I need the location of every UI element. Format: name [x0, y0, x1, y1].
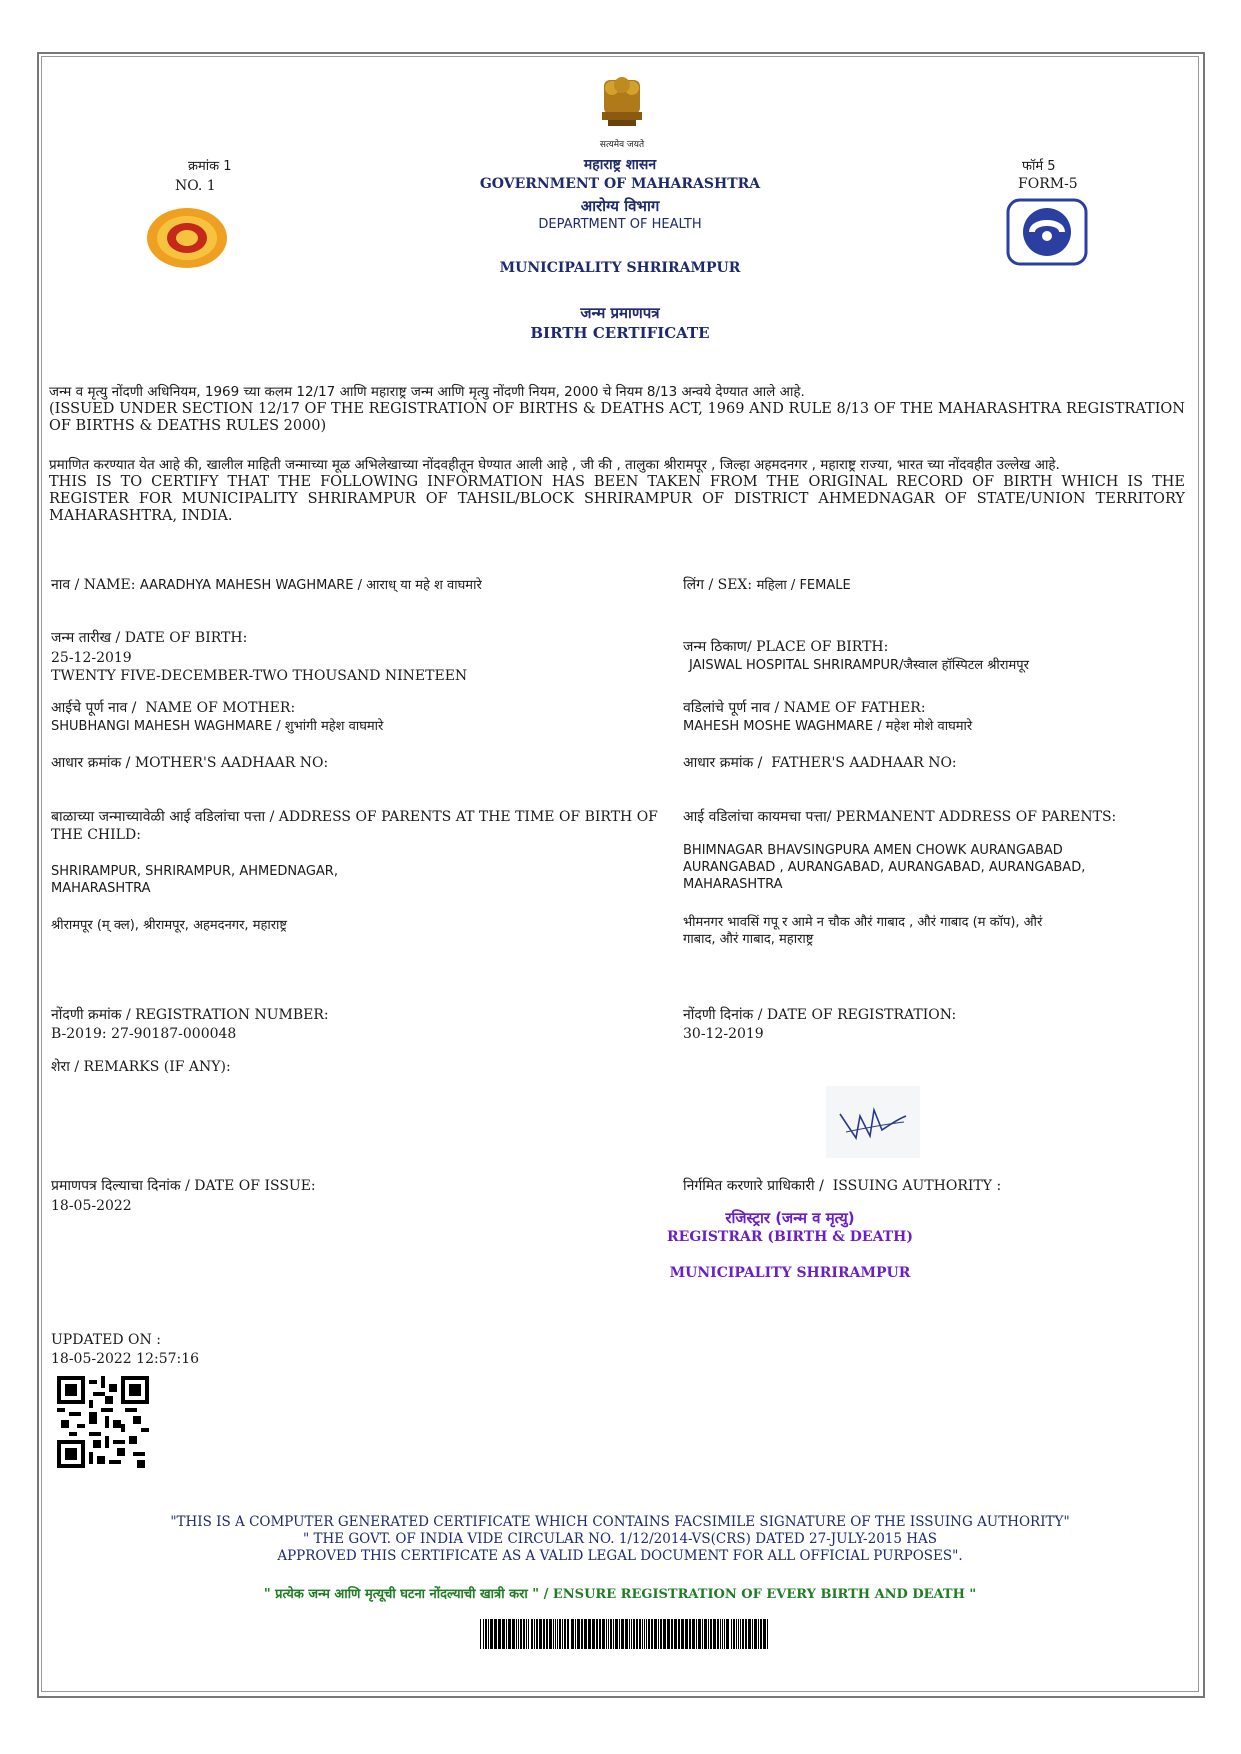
- name-value: AARADHYA MAHESH WAGHMARE / आराध्‌ या महे श वाघमारे: [139, 578, 482, 593]
- registration-number-label: [51, 1006, 329, 1024]
- barcode-bar: [575, 1619, 576, 1649]
- barcode-bar: [678, 1619, 680, 1649]
- pob-label-en: / PLACE OF BIRTH:: [746, 639, 889, 655]
- mother-aadhaar-label: [51, 754, 328, 772]
- barcode-bar: [696, 1619, 697, 1649]
- legal-basis-mr: जन्म व मृत्यु नोंदणी अधिनियम, 1969 च्या कलम 12/17 आणि महाराष्ट्र जन्म आणि मृत्यु नोंदणी नियम, 2000 चे नियम 8/13 अन्वये देण्यात आले आहे.: [49, 384, 805, 400]
- barcode-bar: [508, 1619, 511, 1649]
- barcode-bar: [588, 1619, 591, 1649]
- birth-address-label-en: / ADDRESS OF PARENTS AT THE TIME OF BIRTH OF THE CHILD:: [51, 809, 658, 843]
- barcode-bar: [685, 1619, 688, 1649]
- barcode-bar: [539, 1619, 542, 1649]
- barcode-bar: [498, 1619, 501, 1649]
- dob-value: 25-12-2019: [51, 650, 132, 666]
- maharashtra-seal-icon: [144, 206, 230, 270]
- national-emblem-icon: [590, 74, 654, 134]
- barcode-bar: [708, 1619, 709, 1649]
- barcode-bar: [681, 1619, 684, 1649]
- barcode-bar: [754, 1619, 757, 1649]
- footer-slogan-mr: " प्रत्येक जन्म आणि मृत्यूची घटना नोंदल्याची खात्री करा " /: [263, 1587, 549, 1602]
- certify-mr: प्रमाणित करण्यात येत आहे की, खालील माहिती जन्माच्या मूळ अभिलेखाच्या नोंदवहीतून घेण्यात आली आहे , जी की , तालुका श्रीरामपूर , जिल्हा अहमदनगर , महाराष्ट्र राज्या, भारत च्या नोंदवहीत उल्लेख आहे.: [49, 457, 1060, 473]
- registrar-signature: [826, 1086, 920, 1158]
- name-row: [51, 576, 482, 594]
- barcode-bar: [543, 1619, 545, 1649]
- issuing-authority-label-mr: निर्गमित करणारे प्राधिकारी /: [683, 1178, 824, 1194]
- barcode-bar: [654, 1619, 657, 1649]
- barcode-bar: [633, 1619, 635, 1649]
- barcode-bar: [536, 1619, 538, 1649]
- barcode-bar: [736, 1619, 737, 1649]
- issue-date-label: [51, 1177, 316, 1195]
- father-aadhaar-label: [683, 754, 957, 772]
- dob-label-mr: जन्म तारीख: [51, 630, 112, 646]
- footer-line-3: APPROVED THIS CERTIFICATE AS A VALID LEGAL DOCUMENT FOR ALL OFFICIAL PURPOSES".: [277, 1548, 963, 1564]
- barcode-bar: [767, 1619, 768, 1649]
- sex-row: [683, 576, 851, 594]
- mother-label: [51, 699, 295, 717]
- barcode-bar: [516, 1619, 517, 1649]
- qr-code-icon[interactable]: [57, 1376, 149, 1468]
- birth-address-en: SHRIRAMPUR, SHRIRAMPUR, AHMEDNAGAR, MAHARASHTRA: [51, 864, 338, 896]
- barcode-bar: [494, 1619, 497, 1649]
- barcode-bar: [710, 1619, 712, 1649]
- barcode-bar: [733, 1619, 735, 1649]
- registration-date-label: [683, 1006, 956, 1024]
- barcode-bar: [726, 1619, 729, 1649]
- mother-aadhaar-mr: आधार क्रमांक /: [51, 755, 131, 771]
- birth-address-label: [51, 808, 671, 844]
- barcode-bar: [731, 1619, 732, 1649]
- barcode-bar: [526, 1619, 527, 1649]
- sex-value: महिला / FEMALE: [756, 578, 851, 593]
- footer-line-2: " THE GOVT. OF INDIA VIDE CIRCULAR NO. 1/12/2014-VS(CRS) DATED 27-JULY-2015 HAS: [302, 1531, 938, 1547]
- barcode-bar: [648, 1619, 650, 1649]
- barcode-bar: [581, 1619, 583, 1649]
- barcode-icon: [480, 1619, 770, 1649]
- barcode-bar: [608, 1619, 609, 1649]
- barcode-bar: [592, 1619, 595, 1649]
- barcode-bar: [534, 1619, 535, 1649]
- barcode-bar: [742, 1619, 744, 1649]
- certify-en: THIS IS TO CERTIFY THAT THE FOLLOWING INFORMATION HAS BEEN TAKEN FROM THE ORIGINAL RECORD OF BIRTH WHICH IS THE REGISTER FOR MUNICIPALITY SHRIRAMPUR OF TAHSIL/BLOCK SHRIRAMPUR OF DISTRICT AHMEDNAGAR OF STATE/UNION TERRITORY MAHARASHTRA, INDIA.: [49, 474, 1185, 524]
- barcode-bar: [752, 1619, 753, 1649]
- registration-number-label-en: / REGISTRATION NUMBER:: [125, 1007, 329, 1023]
- father-label-mr: वडिलांचे पूर्ण नाव: [683, 700, 771, 716]
- mother-aadhaar-en: MOTHER'S AADHAAR NO:: [134, 755, 329, 771]
- issuing-authority-label: [683, 1177, 1001, 1195]
- barcode-bar: [567, 1619, 569, 1649]
- certificate-title-en: BIRTH CERTIFICATE: [530, 324, 710, 342]
- barcode-bar: [523, 1619, 525, 1649]
- mother-label-en: NAME OF MOTHER:: [145, 700, 296, 716]
- barcode-bar: [571, 1619, 574, 1649]
- barcode-bar: [639, 1619, 641, 1649]
- barcode-bar: [512, 1619, 515, 1649]
- dept-title-mr: आरोग्य विभाग: [580, 197, 660, 215]
- barcode-bar: [506, 1619, 507, 1649]
- barcode-bar: [483, 1619, 484, 1649]
- barcode-bar: [760, 1619, 762, 1649]
- barcode-bar: [621, 1619, 624, 1649]
- barcode-bar: [702, 1619, 703, 1649]
- barcode-bar: [480, 1619, 481, 1649]
- barcode-bar: [748, 1619, 751, 1649]
- registrar-title-mr: रजिस्ट्रार (जन्म व मृत्यु): [725, 1209, 855, 1227]
- registration-date-value: 30-12-2019: [683, 1026, 764, 1042]
- issuing-authority-label-en: ISSUING AUTHORITY :: [832, 1178, 1002, 1194]
- barcode-bar: [722, 1619, 723, 1649]
- registrar-title-en: REGISTRAR (BIRTH & DEATH): [667, 1229, 913, 1245]
- certify-paragraph: [49, 457, 1185, 525]
- barcode-bar: [584, 1619, 587, 1649]
- barcode-bar: [745, 1619, 747, 1649]
- father-value: MAHESH MOSHE WAGHMARE / महेश मोशे वाघमारे: [683, 719, 973, 734]
- permanent-address-label-mr: आई वडिलांचा कायमचा पत्ता: [683, 809, 827, 825]
- barcode-bar: [724, 1619, 725, 1649]
- barcode-bar: [549, 1619, 552, 1649]
- permanent-address-label: [683, 808, 1116, 826]
- dob-label-en: / DATE OF BIRTH:: [115, 630, 248, 646]
- crs-logo-icon: [1006, 198, 1088, 266]
- certificate-title-mr: जन्म प्रमाणपत्र: [580, 304, 660, 322]
- barcode-bar: [553, 1619, 554, 1649]
- footer-line-1: "THIS IS A COMPUTER GENERATED CERTIFICATE WHICH CONTAINS FACSIMILE SIGNATURE OF THE ISSUING AUTHORITY": [170, 1514, 1070, 1530]
- barcode-bar: [660, 1619, 662, 1649]
- registration-number-label-mr: नोंदणी क्रमांक: [51, 1007, 122, 1023]
- footer-slogan-en: ENSURE REGISTRATION OF EVERY BIRTH AND DEATH ": [552, 1587, 977, 1602]
- barcode-bar: [518, 1619, 519, 1649]
- barcode-bar: [625, 1619, 628, 1649]
- barcode-bar: [692, 1619, 695, 1649]
- barcode-bar: [564, 1619, 566, 1649]
- dept-title-en: DEPARTMENT OF HEALTH: [538, 217, 702, 232]
- barcode-bar: [557, 1619, 558, 1649]
- form-number-mr: फॉर्म 5: [1022, 159, 1056, 174]
- name-label-en: / NAME:: [74, 577, 136, 593]
- municipality-heading: MUNICIPALITY SHRIRAMPUR: [499, 260, 741, 276]
- remarks-label-en: / REMARKS (IF ANY):: [74, 1059, 231, 1075]
- barcode-bar: [720, 1619, 721, 1649]
- dob-words: TWENTY FIVE-DECEMBER-TWO THOUSAND NINETEEN: [51, 668, 468, 684]
- registration-date-label-mr: नोंदणी दिनांक: [683, 1007, 754, 1023]
- barcode-bar: [717, 1619, 719, 1649]
- barcode-bar: [615, 1619, 618, 1649]
- issue-date-value: 18-05-2022: [51, 1198, 132, 1214]
- mother-label-mr: आईचे पूर्ण नाव /: [51, 700, 137, 716]
- number-mr: क्रमांक 1: [188, 159, 232, 174]
- barcode-bar: [599, 1619, 601, 1649]
- barcode-bar: [629, 1619, 630, 1649]
- barcode-bar: [619, 1619, 620, 1649]
- govt-title-en: GOVERNMENT OF MAHARASHTRA: [479, 176, 761, 192]
- barcode-bar: [738, 1619, 739, 1649]
- registration-number-value: B-2019: 27-90187-000048: [51, 1026, 237, 1042]
- barcode-bar: [577, 1619, 580, 1649]
- permanent-address-mr: भीमनगर भावसिं गपू र आमे न चौक औरं गाबाद , औरं गाबाद (म कॉप), औरं गाबाद, औरं गाबाद, महाराष्ट्र: [683, 915, 1043, 947]
- registration-date-label-en: / DATE OF REGISTRATION:: [757, 1007, 957, 1023]
- remarks-label-mr: शेरा: [51, 1059, 70, 1075]
- barcode-bar: [562, 1619, 563, 1649]
- father-aadhaar-mr: आधार क्रमांक /: [683, 755, 763, 771]
- updated-on-label: UPDATED ON :: [51, 1332, 161, 1348]
- birth-address-label-mr: बाळाच्या जन्माच्यावेळी आई वडिलांचा पत्ता: [51, 809, 266, 825]
- pob-label-mr: जन्म ठिकाण: [683, 639, 747, 655]
- remarks-label: [51, 1058, 231, 1076]
- legal-basis-paragraph: [49, 384, 1185, 435]
- barcode-bar: [644, 1619, 645, 1649]
- barcode-bar: [758, 1619, 759, 1649]
- barcode-bar: [490, 1619, 493, 1649]
- barcode-bar: [658, 1619, 659, 1649]
- barcode-bar: [689, 1619, 691, 1649]
- govt-title-mr: महाराष्ट्र शासन: [583, 157, 657, 173]
- barcode-bar: [531, 1619, 533, 1649]
- barcode-bar: [740, 1619, 741, 1649]
- barcode-bar: [555, 1619, 556, 1649]
- footer-slogan: [60, 1584, 1180, 1602]
- barcode-bar: [667, 1619, 670, 1649]
- issue-date-label-en: / DATE OF ISSUE:: [185, 1178, 316, 1194]
- barcode-bar: [704, 1619, 707, 1649]
- form-number-en: FORM-5: [1018, 176, 1078, 192]
- barcode-bar: [646, 1619, 647, 1649]
- barcode-bar: [559, 1619, 561, 1649]
- barcode-bar: [610, 1619, 612, 1649]
- sex-label-en: / SEX:: [708, 577, 753, 593]
- barcode-bar: [613, 1619, 614, 1649]
- barcode-bar: [502, 1619, 505, 1649]
- name-label-mr: नाव: [51, 577, 71, 593]
- pob-label: [683, 638, 888, 656]
- pob-value: JAISWAL HOSPITAL SHRIRAMPUR/जैस्वाल हॉस्पिटल श्रीरामपूर: [689, 658, 1029, 673]
- dob-label: [51, 629, 247, 647]
- barcode-bar: [485, 1619, 487, 1649]
- barcode-bar: [763, 1619, 766, 1649]
- barcode-bar: [631, 1619, 632, 1649]
- barcode-bar: [520, 1619, 522, 1649]
- birth-address-mr: श्रीरामपूर (म्‌ क्ल), श्रीरामपूर, अहमदनगर, महाराष्ट्र: [51, 918, 288, 933]
- father-label: [683, 699, 926, 717]
- barcode-bar: [488, 1619, 489, 1649]
- barcode-bar: [546, 1619, 548, 1649]
- barcode-bar: [642, 1619, 643, 1649]
- permanent-address-en: BHIMNAGAR BHAVSINGPURA AMEN CHOWK AURANGABAD AURANGABAD , AURANGABAD, AURANGABAD, AURANGABAD, MAHARASHTRA: [683, 843, 1086, 892]
- barcode-bar: [636, 1619, 638, 1649]
- issue-date-label-mr: प्रमाणपत्र दिल्याचा दिनांक: [51, 1178, 181, 1194]
- emblem-motto: सत्यमेव जयते: [599, 140, 645, 150]
- updated-on-value: 18-05-2022 12:57:16: [51, 1351, 200, 1367]
- father-label-en: / NAME OF FATHER:: [774, 700, 926, 716]
- barcode-bar: [698, 1619, 701, 1649]
- barcode-bar: [606, 1619, 607, 1649]
- barcode-bar: [671, 1619, 673, 1649]
- mother-value: SHUBHANGI MAHESH WAGHMARE / शुभांगी महेश वाघमारे: [51, 719, 384, 734]
- barcode-bar: [713, 1619, 716, 1649]
- barcode-bar: [596, 1619, 598, 1649]
- sex-label-mr: लिंग: [683, 577, 704, 593]
- permanent-address-label-en: / PERMANENT ADDRESS OF PARENTS:: [826, 809, 1117, 825]
- barcode-bar: [651, 1619, 653, 1649]
- barcode-bar: [663, 1619, 666, 1649]
- barcode-bar: [528, 1619, 529, 1649]
- registrar-municipality: MUNICIPALITY SHRIRAMPUR: [669, 1265, 911, 1281]
- legal-basis-en: (ISSUED UNDER SECTION 12/17 OF THE REGISTRATION OF BIRTHS & DEATHS ACT, 1969 AND RULE 8/13 OF THE MAHARASHTRA REGISTRATION OF BIRTHS & DEATHS RULES 2000): [49, 401, 1185, 434]
- father-aadhaar-en: FATHER'S AADHAAR NO:: [771, 755, 957, 771]
- number-en: NO. 1: [175, 178, 216, 194]
- barcode-bar: [602, 1619, 605, 1649]
- barcode-bar: [674, 1619, 677, 1649]
- footer-disclaimer: [60, 1514, 1180, 1565]
